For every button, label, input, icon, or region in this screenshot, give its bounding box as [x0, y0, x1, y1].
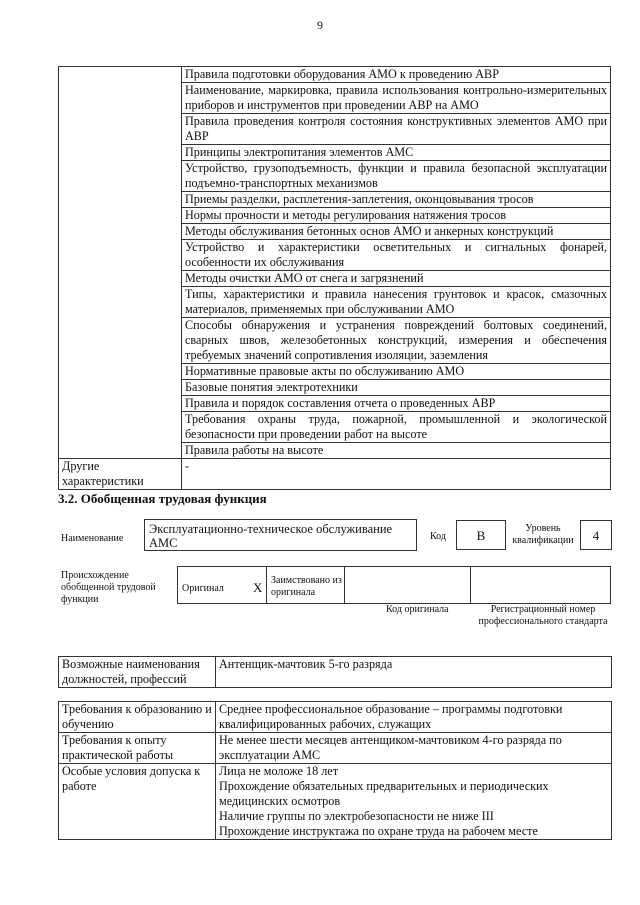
- divider: [344, 566, 345, 604]
- other-characteristics-value: -: [182, 459, 611, 490]
- knowledge-item: Правила подготовки оборудования АМО к проведению АВР: [182, 67, 611, 83]
- borrowed-label: Заимствовано из оригинала: [271, 575, 342, 598]
- knowledge-item: Наименование, маркировка, правила использования контрольно-измерительных приборов и инструментов при проведении АВР на АМО: [182, 83, 611, 114]
- knowledge-item: Правила и порядок составления отчета о проведенных АВР: [182, 396, 611, 412]
- knowledge-item: Базовые понятия электротехники: [182, 380, 611, 396]
- other-characteristics-row: [59, 459, 611, 490]
- page-number: 9: [317, 18, 323, 32]
- knowledge-item: Устройство и характеристики осветительных и сигнальных фонарей, особенности их обслуживания: [182, 240, 611, 271]
- code-original-caption: Код оригинала: [386, 604, 449, 615]
- knowledge-item: Типы, характеристики и правила нанесения грунтовок и красок, смазочных материалов, применяемых при обслуживании АМО: [182, 287, 611, 318]
- level-value: 4: [580, 520, 612, 550]
- special-condition-item: Наличие группы по электробезопасности не ниже III: [219, 809, 494, 823]
- divider: [470, 566, 471, 604]
- knowledge-item: Способы обнаружения и устранения повреждений болтовых соединений, сварных швов, железобетонных конструкций, измерения и обеспечения требуемых значений сопротивления изоляции, заземления: [182, 318, 611, 364]
- original-label: Оригинал: [182, 583, 224, 594]
- positions-value: Антенщик-мачтовик 5-го разряда: [216, 657, 612, 688]
- knowledge-item: Приемы разделки, расплетения-заплетения, оконцовывания тросов: [182, 192, 611, 208]
- code-label: Код: [430, 531, 446, 542]
- special-condition-item: Прохождение обязательных предварительных и периодических медицинских осмотров: [219, 779, 549, 808]
- section-title: 3.2. Обобщенная трудовая функция: [58, 491, 267, 506]
- origin-label: Происхождение обобщенной трудовой функции: [61, 570, 156, 605]
- knowledge-row: [59, 67, 611, 83]
- divider: [266, 566, 267, 604]
- knowledge-table: [58, 66, 611, 490]
- positions-table: [58, 656, 612, 688]
- knowledge-left-cell: [59, 67, 182, 459]
- knowledge-item: Методы очистки АМО от снега и загрязнений: [182, 271, 611, 287]
- knowledge-item: Правила проведения контроля состояния конструктивных элементов АМО при АВР: [182, 114, 611, 145]
- experience-label: Требования к опыту практической работы: [59, 733, 216, 764]
- knowledge-item: Нормы прочности и методы регулирования натяжения тросов: [182, 208, 611, 224]
- education-label: Требования к образованию и обучению: [59, 702, 216, 733]
- knowledge-item: Устройство, грузоподъемность, функции и правила безопасной эксплуатации подъемно-транспортных механизмов: [182, 161, 611, 192]
- other-characteristics-label: Другие характеристики: [59, 459, 182, 490]
- special-condition-item: Лица не моложе 18 лет: [219, 764, 339, 778]
- positions-label: Возможные наименования должностей, профессий: [59, 657, 216, 688]
- original-mark: X: [253, 580, 263, 595]
- special-conditions-label: Особые условия допуска к работе: [59, 764, 216, 840]
- experience-value: Не менее шести месяцев антенщиком-мачтовиком 4-го разряда по эксплуатации АМС: [216, 733, 612, 764]
- special-condition-item: Прохождение инструктажа по охране труда на рабочем месте: [219, 824, 538, 838]
- registration-caption: Регистрационный номер профессионального стандарта: [478, 604, 608, 627]
- function-name: Эксплуатационно-техническое обслуживание АМС: [144, 519, 417, 551]
- level-label: Уровень квалификации: [512, 523, 574, 546]
- origin-box: [177, 566, 611, 604]
- knowledge-item: Принципы электропитания элементов АМС: [182, 145, 611, 161]
- code-value: B: [456, 520, 506, 550]
- education-value: Среднее профессиональное образование – программы подготовки квалифицированных рабочих, служащих: [216, 702, 612, 733]
- knowledge-item: Требования охраны труда, пожарной, промышленной и экологической безопасности при проведении работ на высоте: [182, 412, 611, 443]
- special-conditions-list: [216, 764, 612, 840]
- knowledge-item: Нормативные правовые акты по обслуживанию АМО: [182, 364, 611, 380]
- knowledge-item: Правила работы на высоте: [182, 443, 611, 459]
- knowledge-item: Методы обслуживания бетонных основ АМО и анкерных конструкций: [182, 224, 611, 240]
- requirements-table: [58, 701, 612, 840]
- name-label: Наименование: [61, 533, 124, 544]
